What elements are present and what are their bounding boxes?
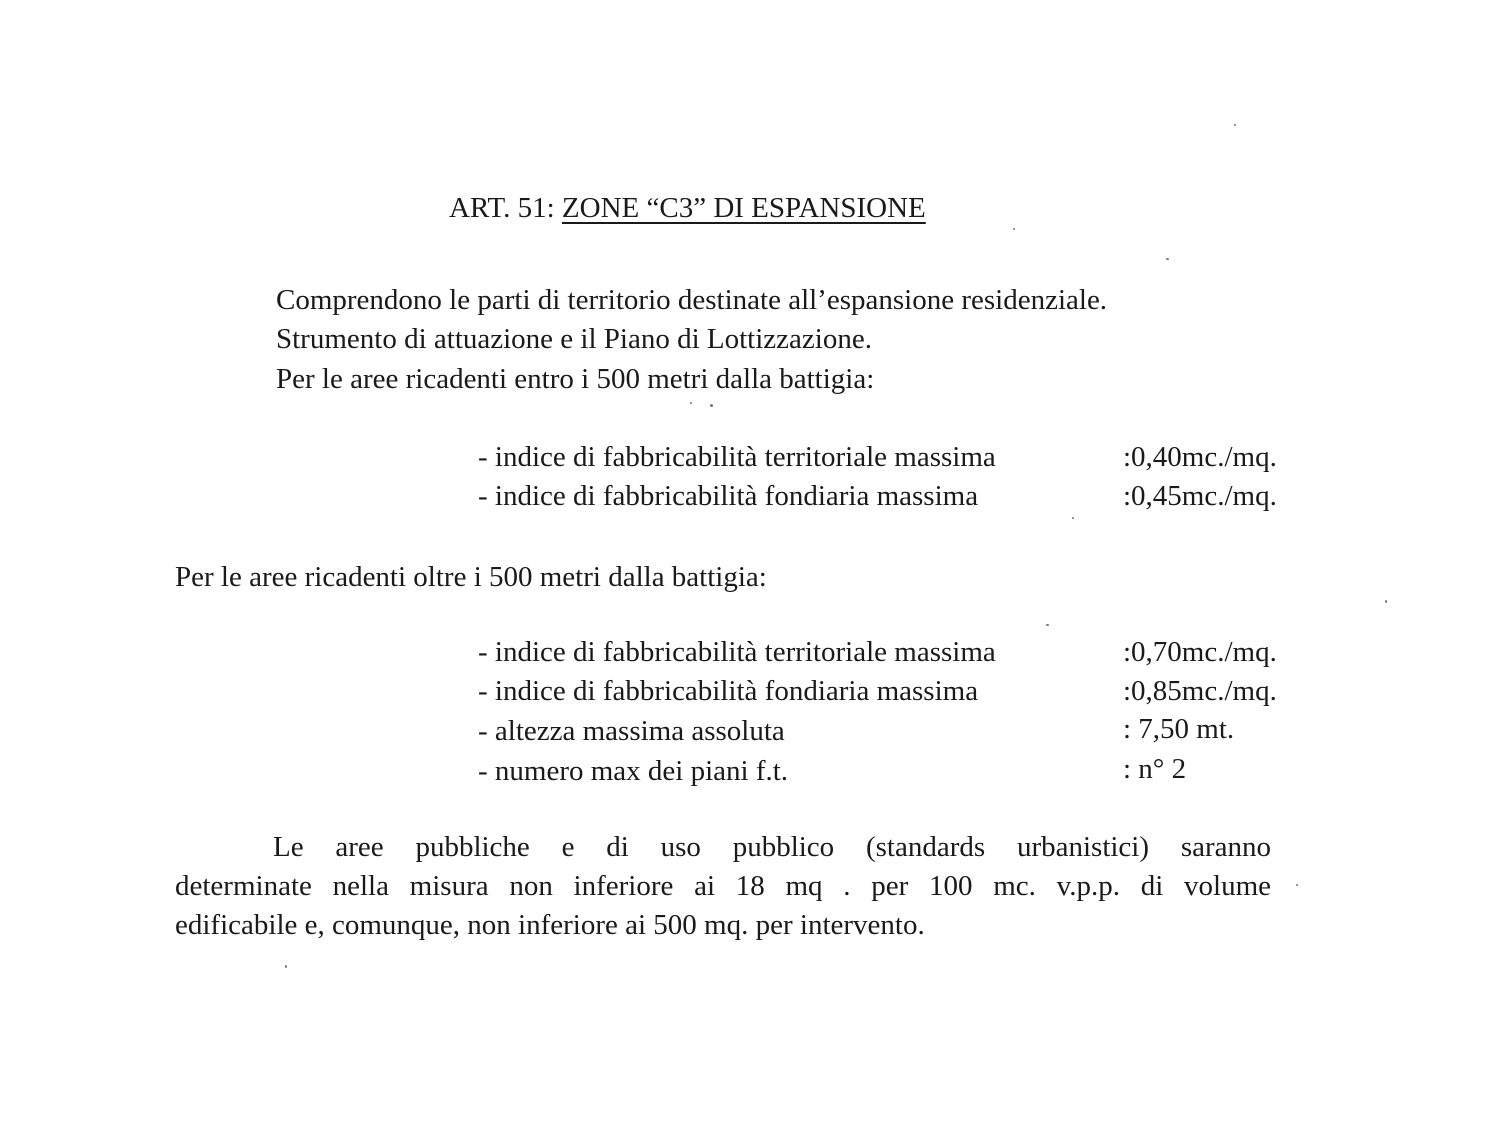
- intro-line-1: Comprendono le parti di territorio destinate all’espansione residenziale.: [276, 284, 1108, 316]
- beyond-item-label: - numero max dei piani f.t.: [478, 755, 789, 787]
- scan-speck: [1296, 884, 1298, 886]
- scan-speck: [1385, 600, 1387, 603]
- beyond-item-value: : 7,50 mt.: [1123, 713, 1235, 745]
- intro-line-2: Strumento di attuazione e il Piano di Lottizzazione.: [276, 323, 872, 355]
- article-heading: ZONE “C3” DI ESPANSIONE: [561, 192, 926, 224]
- scan-speck: [1234, 124, 1236, 126]
- scan-speck: [1013, 228, 1015, 230]
- beyond-item-value: :0,70mc./mq.: [1123, 636, 1277, 668]
- beyond-heading: Per le aree ricadenti oltre i 500 metri dalla battigia:: [175, 561, 767, 593]
- paragraph-line: Le aree pubbliche e di uso pubblico (standards urbanistici) saranno: [273, 831, 1271, 863]
- beyond-item-value: : n° 2: [1123, 753, 1187, 785]
- beyond-item-label: - altezza massima assoluta: [478, 715, 785, 747]
- scan-speck: [285, 965, 287, 968]
- article-number: ART. 51:: [449, 192, 562, 224]
- beyond-item-label: - indice di fabbricabilità territoriale massima: [478, 636, 996, 668]
- paragraph-line: determinate nella misura non inferiore ai 18 mq . per 100 mc. v.p.p. di volume: [175, 870, 1271, 902]
- scan-speck: [1166, 258, 1169, 260]
- within-item-value: :0,45mc./mq.: [1123, 480, 1277, 512]
- within-item-value: :0,40mc./mq.: [1123, 441, 1277, 473]
- intro-line-3: Per le aree ricadenti entro i 500 metri dalla battigia:: [276, 363, 875, 395]
- scan-speck: [1072, 517, 1074, 519]
- beyond-item-value: :0,85mc./mq.: [1123, 675, 1277, 707]
- within-item-label: - indice di fabbricabilità fondiaria massima: [478, 480, 979, 512]
- standards-paragraph: [175, 828, 1271, 945]
- beyond-item-label: - indice di fabbricabilità fondiaria massima: [478, 675, 979, 707]
- paragraph-line: edificabile e, comunque, non inferiore ai 500 mq. per intervento.: [175, 909, 925, 941]
- article-title: [449, 192, 926, 225]
- within-item-label: - indice di fabbricabilità territoriale massima: [478, 441, 996, 473]
- scan-speck: [1046, 624, 1049, 626]
- scan-speck: [690, 402, 692, 404]
- scan-speck: [710, 404, 713, 407]
